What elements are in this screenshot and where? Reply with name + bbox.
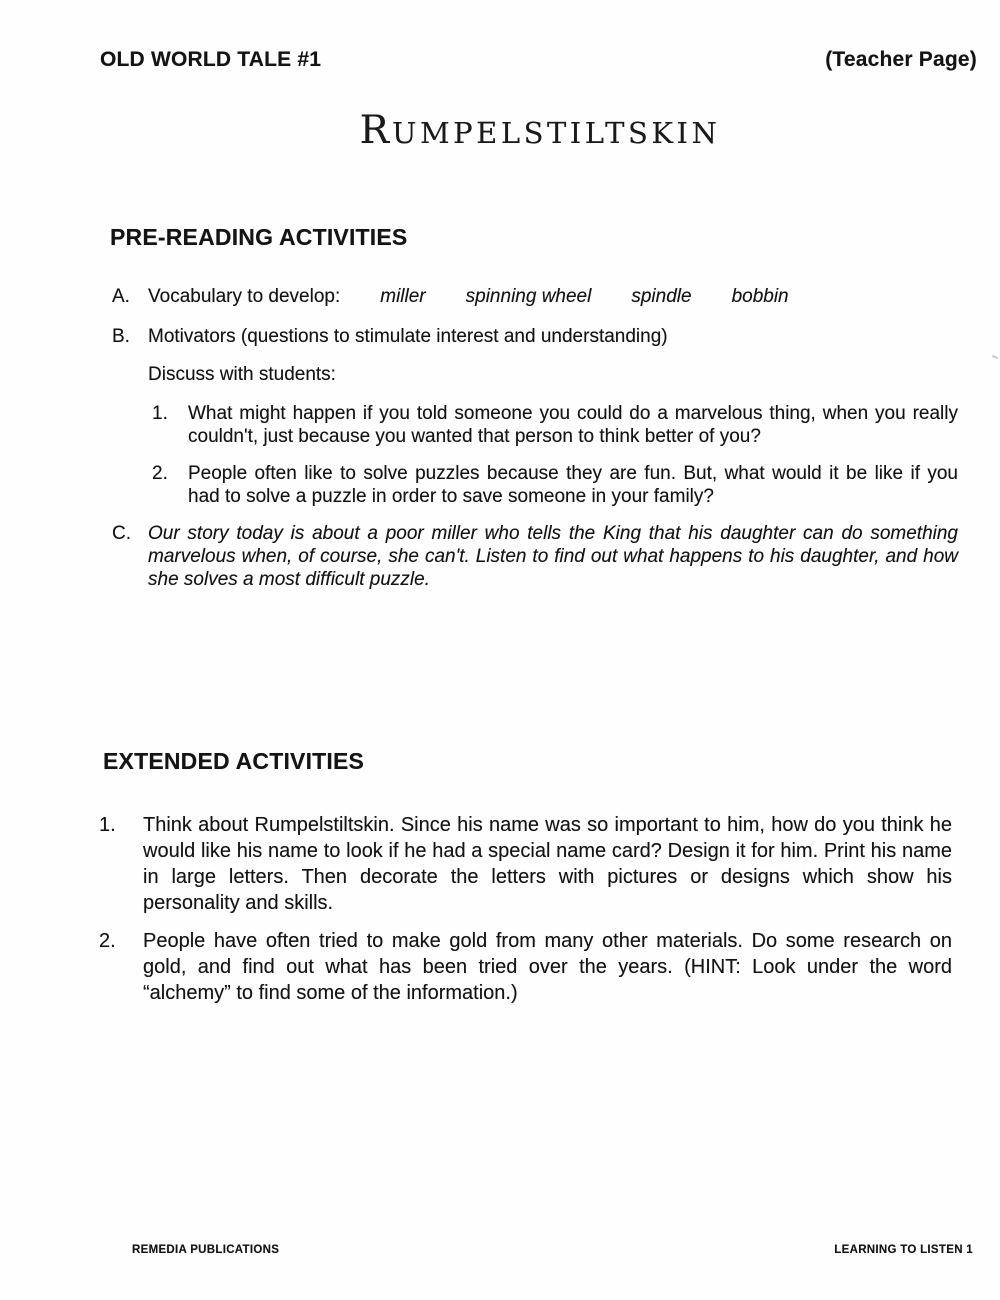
extended-2-text: People have often tried to make gold from many other materials. Do some research on gold, and find out what has been tried over the years. (HINT: Look under the word “alchemy” to find some of the information.) [143,930,952,1004]
list-item-c [100,522,958,591]
pre-reading-heading: PRE-READING ACTIVITIES [110,224,408,250]
page-title [0,108,1000,153]
book-title-imprint: LEARNING TO LISTEN 1 [834,1244,973,1256]
vocab-word-bobbin: bobbin [731,286,789,307]
question-1-text: What might happen if you told someone you could do a marvelous thing, when you really couldn't, just because you wanted that person to think better of you? [188,403,958,447]
vocab-word-miller: miller [380,286,426,307]
list-item-b [100,325,958,348]
title-rest: UMPELSTILTSKIN [392,116,721,150]
item-a-text: Vocabulary to develop: [148,286,341,307]
scan-artifact [992,355,998,359]
item-a-label: A. [112,286,130,307]
question-2-text: People often like to solve puzzles because they are fun. But, what would it be like if you had to solve a puzzle in order to save someone in your family? [188,463,958,507]
item-b-text: Motivators (questions to stimulate interest and understanding) [148,326,668,347]
vocab-word-spinning-wheel: spinning wheel [465,286,592,307]
extended-activity-2 [99,928,952,1006]
extended-1-number: 1. [99,814,116,836]
item-c-label: C. [112,523,131,544]
extended-2-number: 2. [99,930,116,952]
list-item-a [100,285,958,308]
discuss-label: Discuss with students: [148,364,336,385]
page-header [100,48,977,72]
extended-1-text: Think about Rumpelstiltskin. Since his name was so important to him, how do you think he would like his name to look if he had a special name card? Design it for him. Print his name in large letters. Then decorate the letters with pictures or designs which show his personality and skills. [143,814,952,914]
item-c-text: Our story today is about a poor miller who tells the King that his daughter can do something marvelous when, of course, she can't. Listen to find out what happens to his daughter, and how she solves a most difficult puzzle. [148,523,958,590]
header-series-label: OLD WORLD TALE #1 [100,48,322,71]
item-b-label: B. [112,326,130,347]
page-footer [132,1244,973,1256]
question-2-number: 2. [152,463,168,484]
question-1-number: 1. [152,403,168,424]
vocab-word-spindle: spindle [631,286,692,307]
extended-activity-1 [99,812,952,916]
extended-activities-heading: EXTENDED ACTIVITIES [103,748,365,774]
discussion-question-2 [100,462,958,508]
title-initial-letter: R [359,108,393,153]
discussion-question-1 [100,402,958,448]
publisher-imprint: REMEDIA PUBLICATIONS [132,1244,280,1256]
header-teacher-page-label: (Teacher Page) [825,48,977,71]
